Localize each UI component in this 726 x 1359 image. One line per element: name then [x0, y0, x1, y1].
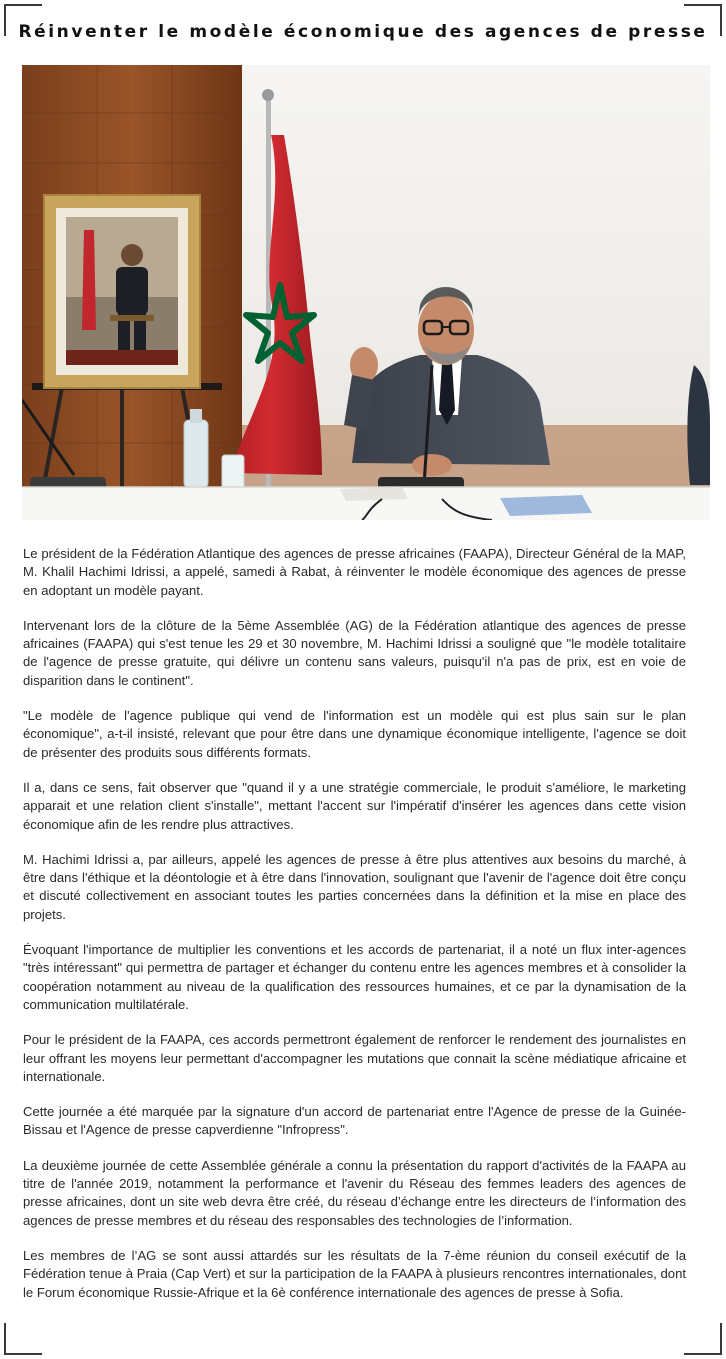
article-paragraph: La deuxième journée de cette Assemblée générale a connu la présentation du rapport d'activités de la FAAPA au titre de l'année 2019, notamment la performance et l'avenir du Réseau des femmes leaders des agences de presse africaines, dont un site web devra être créé, du réseau d’échange entre les directeurs de l’information des agences de presse membres et du réseau des responsables des technologies de l’information. [23, 1157, 686, 1228]
corner-mark-bottom-left [4, 1323, 42, 1355]
article-paragraph: "Le modèle de l'agence publique qui vend de l'information est un modèle qui est plus sain sur le plan économique", a-t-il insisté, relevant que pour être dans une dynamique économique intelligente, l'agence se doit de présenter des produits sous différents formats. [23, 708, 686, 760]
article-paragraph: M. Hachimi Idrissi a, par ailleurs, appelé les agences de presse à être plus attentives aux besoins du marché, à être dans l'éthique et la déontologie et à être dans l'innovation, soulignant que l'avenir de l'agence doit être conçu et discuté collectivement en associant toutes les parties concernées dans la définition et la mise en place des projets. [23, 851, 686, 922]
article-paragraph: Les membres de l’AG se sont aussi attardés sur les résultats de la 7-ème réunion du conseil exécutif de la Fédération tenue à Praia (Cap Vert) et sur la participation de la FAAPA à plusieurs rencontres internationales, dont le Forum économique Russie-Afrique et la 6è conférence internationale des agences de presse à Sofia. [23, 1247, 686, 1300]
article-paragraph: Intervenant lors de la clôture de la 5ème Assemblée (AG) de la Fédération atlantique des agences de presse africaines (FAAPA) qui s'est tenue les 29 et 30 novembre, M. Hachimi Idrissi a souligné que "le modèle totalitaire de l'agence de presse gratuite, qui délivre un contenu sans valeurs, puisqu'il n'a pas de prix, est en voie de disparition dans le continent". [23, 617, 686, 688]
photo-illustration [22, 65, 710, 520]
corner-mark-bottom-right [684, 1323, 722, 1355]
article-paragraph: Il a, dans ce sens, fait observer que "quand il y a une stratégie commerciale, le produit s'améliore, le marketing apparait et une relation client s'installe", mettant l'accent sur l'impératif d'insérer les agences dans cette vision économique afin de les rendre plus attractives. [23, 779, 686, 832]
article-title: Réinventer le modèle économique des agences de presse [18, 22, 708, 42]
article-body [23, 545, 686, 1319]
article-paragraph: Le président de la Fédération Atlantique des agences de presse africaines (FAAPA), Directeur Général de la MAP, M. Khalil Hachimi Idrissi, a appelé, samedi à Rabat, à réinventer le modèle économique des agences de presse en adoptant un modèle payant. [23, 546, 686, 598]
article-paragraph: Cette journée a été marquée par la signature d'un accord de partenariat entre l'Agence de presse de la Guinée-Bissau et l'Agence de presse capverdienne "Infropress". [23, 1104, 686, 1138]
article-paragraph: Pour le président de la FAAPA, ces accords permettront également de renforcer le rendement des journalistes en leur offrant les moyens leur permettant d'accompagner les mutations que connait la scène médiatique africaine et internationale. [23, 1032, 686, 1084]
article-paragraph: Évoquant l'importance de multiplier les conventions et les accords de partenariat, il a noté un flux inter-agences "très intéressant" qui permettra de partager et échanger du contenu entre les agences membres et à consolider la coopération notamment au niveau de la qualification des ressources humaines, et ce par la dynamisation de la communication multilatérale. [23, 942, 686, 1012]
article-photo [22, 65, 710, 520]
